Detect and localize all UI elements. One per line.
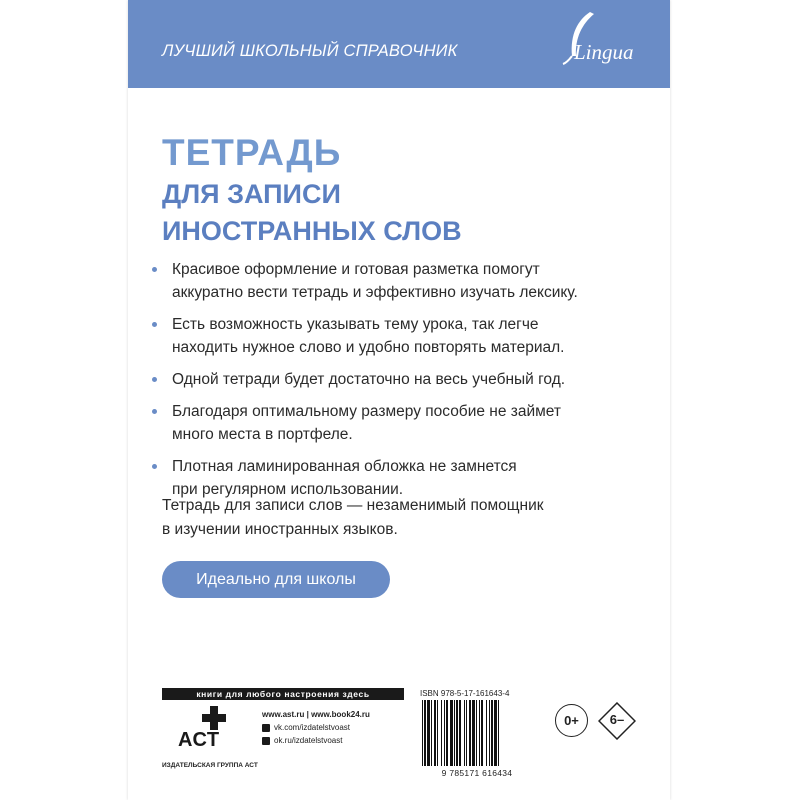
barcode-bar xyxy=(434,700,436,766)
feature-item xyxy=(152,258,662,304)
feature-text: Благодаря оптимальному размеру пособие не займет xyxy=(172,403,562,420)
barcode-bar xyxy=(454,700,455,766)
barcode-bar xyxy=(427,700,430,766)
summary-text xyxy=(162,494,544,542)
title-subtitle-line: ДЛЯ ЗАПИСИ xyxy=(162,179,341,209)
barcode-bar xyxy=(444,700,445,766)
barcode-bar xyxy=(459,700,461,766)
barcode-bar xyxy=(494,700,497,766)
school-badge: Идеально для школы xyxy=(162,561,390,598)
series-header-band xyxy=(128,0,670,88)
bullet-dot-icon xyxy=(152,267,157,272)
barcode-bar xyxy=(450,700,453,766)
barcode xyxy=(420,700,534,766)
age-rating-badge: 0+ xyxy=(555,704,588,737)
barcode-bar xyxy=(489,700,490,766)
title-subtitle xyxy=(162,176,462,250)
feature-text: Плотная ламинированная обложка не замнется xyxy=(172,458,517,475)
website-text: www.ast.ru | www.book24.ru xyxy=(262,710,370,719)
barcode-bar xyxy=(476,700,477,766)
barcode-bar xyxy=(456,700,458,766)
vk-link xyxy=(262,721,370,734)
ast-logo-icon xyxy=(176,704,236,750)
publisher-name: ИЗДАТЕЛЬСКАЯ ГРУППА АСТ xyxy=(162,762,258,769)
barcode-bar xyxy=(464,700,465,766)
barcode-bar xyxy=(431,700,432,766)
barcode-bar xyxy=(422,700,423,766)
publisher-tagline: книги для любого настроения здесь xyxy=(162,688,404,700)
feature-item xyxy=(152,400,662,446)
isbn-text: ISBN 978-5-17-161643-4 xyxy=(420,689,510,698)
website-links xyxy=(262,708,370,721)
feature-text: при регулярном использовании. xyxy=(172,481,404,498)
vk-text: vk.com/izdatelstvoast xyxy=(274,723,351,732)
bullet-dot-icon xyxy=(152,409,157,414)
bullet-dot-icon xyxy=(152,464,157,469)
vk-icon xyxy=(262,724,270,732)
barcode-bar xyxy=(491,700,493,766)
feature-item xyxy=(152,368,662,391)
series-title: ЛУЧШИЙ ШКОЛЬНЫЙ СПРАВОЧНИК xyxy=(162,42,458,60)
ast-logo-text: ACT xyxy=(178,729,220,750)
feature-text: находить нужное слово и удобно повторять материал. xyxy=(172,339,565,356)
summary-line: в изучении иностранных языков. xyxy=(162,521,398,538)
barcode-bar xyxy=(446,700,448,766)
publisher-links xyxy=(262,708,370,747)
feature-list xyxy=(152,258,662,510)
summary-line: Тетрадь для записи слов — незаменимый помощник xyxy=(162,497,544,514)
feature-text: Красивое оформление и готовая разметка помогут xyxy=(172,261,540,278)
barcode-bar xyxy=(466,700,467,766)
bullet-dot-icon xyxy=(152,377,157,382)
barcode-bar xyxy=(479,700,480,766)
barcode-bar xyxy=(472,700,475,766)
book-back-cover xyxy=(128,0,670,800)
barcode-bar xyxy=(437,700,438,766)
ok-text: ok.ru/izdatelstvoast xyxy=(274,736,343,745)
lingua-logo xyxy=(558,8,658,80)
title-subtitle-line: ИНОСТРАННЫХ СЛОВ xyxy=(162,216,462,246)
feature-text: Одной тетради будет достаточно на весь учебный год. xyxy=(172,371,566,388)
barcode-bar xyxy=(498,700,499,766)
feature-text: много места в портфеле. xyxy=(172,426,353,443)
barcode-bar xyxy=(481,700,483,766)
age-grade-badge: 6– xyxy=(609,712,625,727)
barcode-bar xyxy=(469,700,471,766)
feature-text: Есть возможность указывать тему урока, так легче xyxy=(172,316,539,333)
ok-icon xyxy=(262,737,270,745)
title-main: ТЕТРАДЬ xyxy=(162,132,342,173)
logo-wordmark: Lingua xyxy=(574,40,634,64)
feature-text: аккуратно вести тетрадь и эффективно изучать лексику. xyxy=(172,284,578,301)
bullet-dot-icon xyxy=(152,322,157,327)
ok-link xyxy=(262,734,370,747)
barcode-bar xyxy=(441,700,442,766)
barcode-bar xyxy=(486,700,487,766)
feature-item xyxy=(152,313,662,359)
barcode-bar xyxy=(424,700,426,766)
barcode-digits: 9 785171 616434 xyxy=(441,768,513,778)
